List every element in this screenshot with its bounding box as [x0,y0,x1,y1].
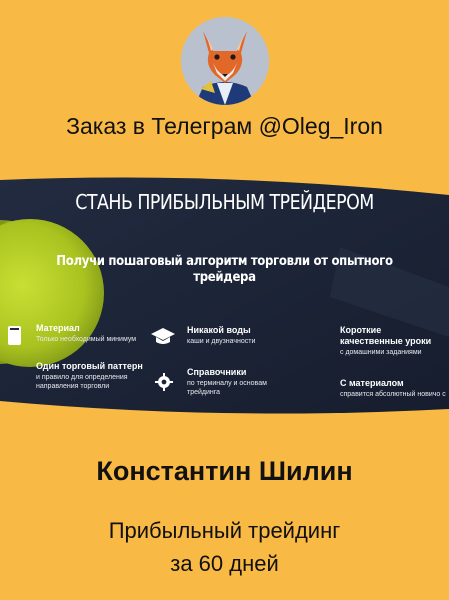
feature-title: Никакой воды [187,325,251,335]
gear-icon [155,373,173,391]
feature-no-fluff [187,325,317,346]
feature-desc: по терминалу и основам трейдинга [187,380,267,396]
fox-avatar-icon [181,17,269,105]
feature-material [36,323,146,344]
graduation-cap-icon [150,326,176,346]
tagline-line1: Прибыльный трейдинг [108,518,341,543]
feature-title: Материал [36,323,80,333]
banner-subheadline: Получи пошаговый алгоритм торговли от опытного трейдера [56,253,393,285]
feature-beginner-friendly [340,378,449,399]
book-icon [6,325,24,347]
feature-one-pattern [36,361,146,391]
feature-desc: справится абсолютный новичо с [340,391,446,398]
feature-desc: и правило для определения направления торговли [36,374,128,390]
feature-title: С материалом [340,378,404,388]
banner-headline: СТАНЬ ПРИБЫЛЬНЫМ ТРЕЙДЕРОМ [75,190,374,214]
feature-title: Короткие качественные уроки [340,325,432,346]
author-name: Константин Шилин [96,456,353,486]
feature-short-lessons [340,325,445,357]
tagline-line2: за 60 дней [170,551,279,576]
feature-title: Один торговый паттерн [36,361,143,371]
feature-desc: каши и двузначности [187,338,256,345]
feature-references [187,367,297,397]
telegram-order-text: Заказ в Телеграм @Oleg_Iron [66,113,383,139]
feature-desc: с домашними заданиями [340,349,422,356]
feature-desc: Только необходимый минимум [36,336,137,343]
feature-title: Справочники [187,367,247,377]
